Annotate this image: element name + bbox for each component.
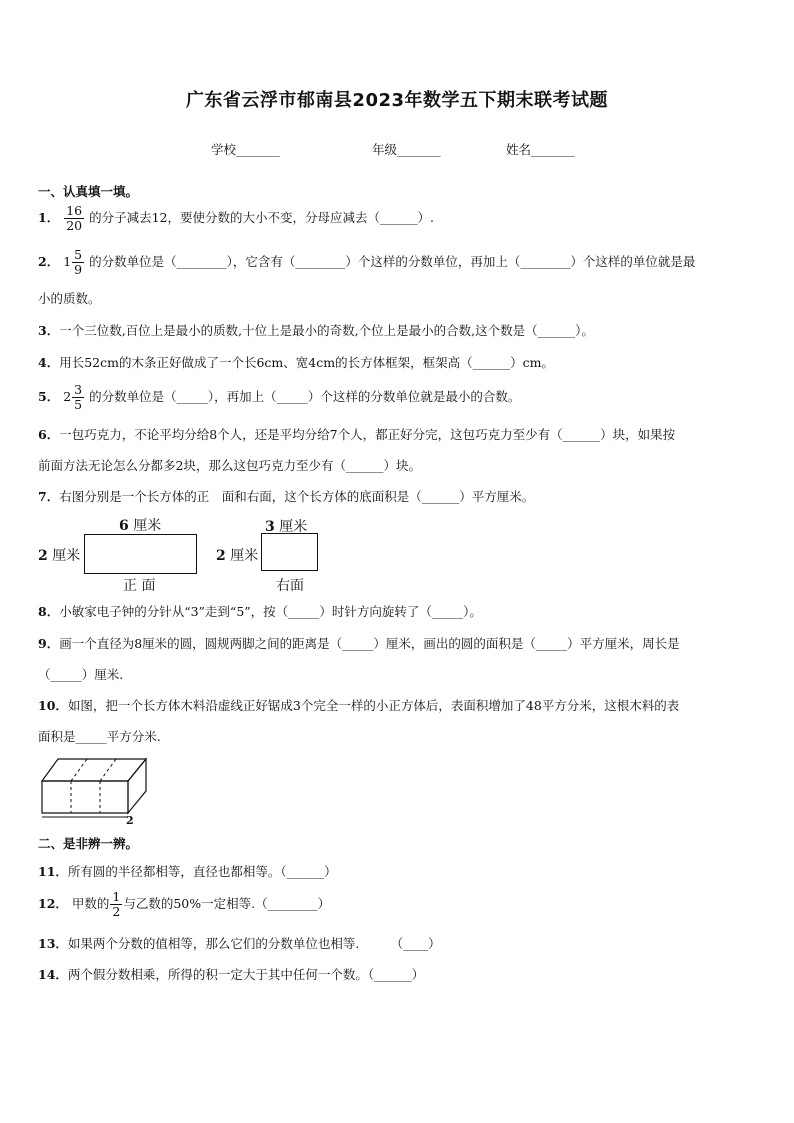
fraction: [64, 204, 84, 233]
question-text-pre: 甲数的: [71, 896, 110, 911]
denominator: 20: [66, 218, 83, 233]
mixed-number: [63, 248, 85, 277]
cuboid-figure: [38, 755, 156, 827]
question-2: [38, 248, 695, 277]
cuboid-right-face: [128, 759, 146, 813]
numerator: 5: [74, 247, 83, 262]
question-text: 两个假分数相乘，所得的积一定大于其中任何一个数。（______）: [67, 967, 425, 982]
whole-part: 1: [63, 254, 72, 269]
question-number: 11．: [38, 864, 68, 879]
question-14: [38, 967, 424, 983]
right-left-dimension: 2 厘米: [216, 548, 259, 564]
question-10: [38, 698, 679, 714]
cut-lines: [71, 759, 116, 813]
question-text: 与乙数的50%一定相等.（________）: [123, 896, 331, 911]
front-caption: 正 面: [123, 578, 156, 594]
question-number: 10．: [38, 698, 68, 713]
denominator: 5: [74, 397, 83, 412]
mixed-number: [63, 383, 85, 412]
question-8: [38, 604, 482, 620]
question-1: [38, 204, 434, 233]
question-text: 小敏家电子钟的分针从“3”走到“5”，按（_____）时针方向旋转了（_____）。: [59, 604, 482, 619]
right-top-dimension: 3 厘米: [265, 519, 308, 535]
question-text: 一个三位数,百位上是最小的质数,十位上是最小的奇数,个位上是最小的合数,这个数是（______）。: [59, 323, 594, 338]
question-number: 1．: [38, 210, 60, 225]
question-number: 3．: [38, 323, 60, 338]
question-9: [38, 636, 680, 652]
denominator: 9: [74, 262, 83, 277]
question-5: [38, 383, 520, 412]
fraction: [110, 890, 122, 919]
question-number: 8．: [38, 604, 60, 619]
question-11: [38, 864, 337, 880]
front-left-dimension: 2 厘米: [38, 548, 81, 564]
question-6-continued: 前面方法无论怎么分都多2块，那么这包巧克力至少有（______）块。: [38, 458, 421, 473]
question-number: 4．: [38, 355, 60, 370]
fraction: [72, 383, 84, 412]
right-caption: 右面: [276, 578, 304, 594]
question-7: [38, 489, 534, 505]
question-number: 7．: [38, 489, 60, 504]
fraction: [72, 248, 84, 277]
question-3: [38, 323, 594, 339]
question-12: [38, 890, 330, 919]
question-text: 右图分别是一个长方体的正 面和右面，这个长方体的底面积是（______）平方厘米。: [59, 489, 535, 504]
page-title: 广东省云浮市郁南县2023年数学五下期末联考试题: [185, 90, 609, 111]
question-number: 5．: [38, 389, 60, 404]
cuboid-front-face: [42, 781, 128, 813]
grade-field: 年级_______: [372, 142, 441, 157]
question-text: 画一个直径为8厘米的圆，圆规两脚之间的距离是（_____）厘米，画出的圆的面积是（_____）平方厘米，周长是: [59, 636, 680, 651]
question-13: [38, 936, 441, 952]
question-number: 9．: [38, 636, 60, 651]
question-number: 13．: [38, 936, 68, 951]
question-text: 一包巧克力，不论平均分给8个人，还是平均分给7个人，都正好分完，这包巧克力至少有（______）块，如果按: [59, 427, 676, 442]
numerator: 16: [66, 203, 83, 218]
question-text: 如图，把一个长方体木料沿虚线正好锯成3个完全一样的小正方体后，表面积增加了48平方分米，这根木料的表: [67, 698, 680, 713]
right-face-rectangle: [261, 533, 318, 571]
question-text: 所有圆的半径都相等，直径也都相等。（______）: [67, 864, 337, 879]
numerator: 1: [112, 889, 121, 904]
numerator: 3: [74, 382, 83, 397]
cuboid-dimension-label: 2: [126, 814, 134, 827]
question-text: 用长52cm的木条正好做成了一个长6cm、宽4cm的长方体框架，框架高（______）cm。: [59, 355, 554, 370]
question-number: 2．: [38, 254, 60, 269]
question-text: 的分数单位是（________），它含有（________）个这样的分数单位，再加上（________）个这样的单位就是最: [89, 254, 696, 269]
school-field: 学校_______: [211, 142, 280, 157]
question-text: 的分数单位是（_____），再加上（_____）个这样的分数单位就是最小的合数。: [89, 389, 521, 404]
question-10-continued: 面积是_____平方分米.: [38, 729, 161, 744]
question-number: 12．: [38, 896, 68, 911]
name-field: 姓名_______: [506, 142, 575, 157]
question-number: 6．: [38, 427, 60, 442]
question-text: 的分子减去12，要使分数的大小不变，分母应减去（______）.: [89, 210, 434, 225]
front-top-dimension: 6 厘米: [119, 518, 162, 534]
question-text: 如果两个分数的值相等，那么它们的分数单位也相等. （____）: [67, 936, 441, 951]
front-face-rectangle: [84, 534, 197, 574]
denominator: 2: [112, 904, 121, 919]
question-2-continued: 小的质数。: [38, 291, 101, 306]
question-number: 14．: [38, 967, 68, 982]
question-9-continued: （_____）厘米.: [38, 667, 124, 682]
section-2-heading: 二、是非辨一辨。: [38, 836, 139, 851]
whole-part: 2: [63, 389, 72, 404]
section-1-heading: 一、认真填一填。: [38, 184, 139, 199]
question-6: [38, 427, 675, 443]
question-4: [38, 355, 554, 371]
